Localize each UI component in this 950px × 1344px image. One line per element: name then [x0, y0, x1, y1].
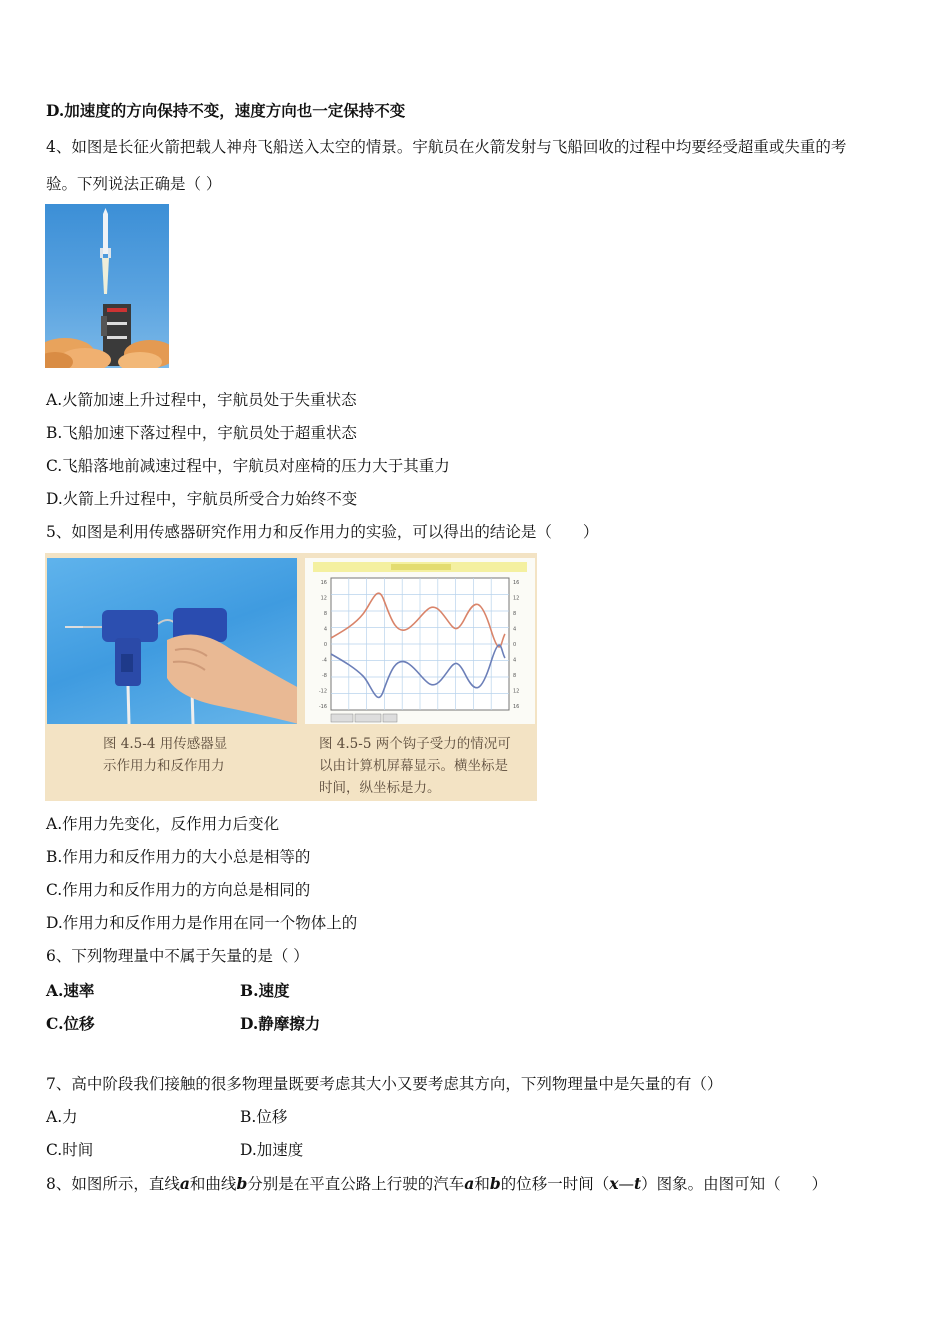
- y-tick-label-left: 16: [320, 580, 327, 586]
- rocket-launch-photo: [45, 204, 169, 368]
- q8-text: ）图象。由图可知（ ）: [641, 1175, 828, 1193]
- y-tick-label-left: -16: [318, 704, 327, 710]
- q8-text: 的位移一时间（: [500, 1175, 610, 1193]
- q4-stem-line2: 验。下列说法正确是（ ）: [46, 175, 222, 193]
- y-tick-label-left: -12: [318, 688, 327, 695]
- y-tick-label-left: 0: [323, 642, 327, 648]
- q7-stem: 7、高中阶段我们接触的很多物理量既要考虑其大小又要考虑其方向，下列物理量中是矢量的有（）: [46, 1075, 723, 1093]
- y-tick-label-right: 4: [513, 626, 517, 633]
- q8-text: 8、如图所示，直线: [46, 1175, 180, 1193]
- q4-option-d: D.火箭上升过程中，宇航员所受合力始终不变: [46, 490, 358, 508]
- q6-option-b: B.速度: [240, 981, 290, 1000]
- y-tick-label-left: -4: [322, 657, 327, 664]
- y-tick-label-left: 12: [320, 595, 327, 602]
- q8-stem: [46, 1174, 827, 1194]
- q6-option-a: A.速率: [46, 981, 95, 1000]
- y-tick-label-left: 4: [323, 626, 327, 633]
- q3-option-d: D.加速度的方向保持不变，速度方向也一定保持不变: [46, 101, 406, 120]
- q5-option-a: A.作用力先变化，反作用力后变化: [46, 815, 280, 833]
- q4-option-a: A.火箭加速上升过程中，宇航员处于失重状态: [46, 391, 357, 409]
- y-tick-label-right: 8: [513, 673, 517, 679]
- q7-option-b: B.位移: [240, 1108, 288, 1126]
- var-a: a: [179, 1174, 190, 1193]
- q5-figure: [45, 553, 537, 801]
- q6-option-c: C.位移: [46, 1014, 95, 1033]
- y-tick-label-right: 12: [513, 688, 520, 695]
- y-tick-label-left: 8: [323, 611, 327, 617]
- q4-stem-line1: 4、如图是长征火箭把载人神舟飞船送入太空的情景。宇航员在火箭发射与飞船回收的过程中均要经受超重或失重的考: [46, 138, 847, 156]
- q5-option-c: C.作用力和反作用力的方向总是相同的: [46, 881, 311, 899]
- q4-option-b: B.飞船加速下落过程中，宇航员处于超重状态: [46, 424, 357, 442]
- y-tick-label-right: 8: [513, 611, 517, 617]
- q5-stem: 5、如图是利用传感器研究作用力和反作用力的实验，可以得出的结论是（ ）: [46, 523, 599, 541]
- y-tick-label-right: 16: [513, 704, 520, 710]
- q6-option-d: D.静摩擦力: [240, 1014, 321, 1033]
- y-tick-label-right: 12: [513, 595, 520, 602]
- var-b: b: [489, 1174, 501, 1193]
- q7-option-d: D.加速度: [240, 1141, 304, 1159]
- caption-right: 图 4.5-5 两个钩子受力的情况可 以由计算机屏幕显示。横坐标是 时间，纵坐标是力。: [319, 736, 511, 796]
- q5-option-b: B.作用力和反作用力的大小总是相等的: [46, 848, 311, 866]
- sensor-photo: [47, 558, 297, 724]
- force-time-chart: [305, 558, 535, 724]
- q8-text: 分别是在平直公路上行驶的汽车: [247, 1175, 465, 1193]
- y-tick-label-left: -8: [322, 673, 327, 679]
- q7-option-c: C.时间: [46, 1141, 94, 1159]
- q5-option-d: D.作用力和反作用力是作用在同一个物体上的: [46, 914, 358, 932]
- q6-stem: 6、下列物理量中不属于矢量的是（ ）: [46, 947, 309, 965]
- q8-dash: —: [618, 1175, 634, 1193]
- var-x: x: [609, 1174, 619, 1193]
- caption-left: 图 4.5-4 用传感器显 示作用力和反作用力: [103, 736, 228, 774]
- var-b: b: [236, 1174, 248, 1193]
- q8-text: 和曲线: [189, 1175, 237, 1193]
- y-tick-label-right: 16: [513, 580, 520, 586]
- q8-text: 和: [474, 1175, 490, 1193]
- var-a: a: [464, 1174, 475, 1193]
- y-tick-label-right: 4: [513, 657, 517, 664]
- var-t: t: [633, 1174, 642, 1193]
- y-tick-label-right: 0: [513, 642, 517, 648]
- q7-option-a: A.力: [46, 1108, 78, 1126]
- q4-option-c: C.飞船落地前减速过程中，宇航员对座椅的压力大于其重力: [46, 457, 450, 475]
